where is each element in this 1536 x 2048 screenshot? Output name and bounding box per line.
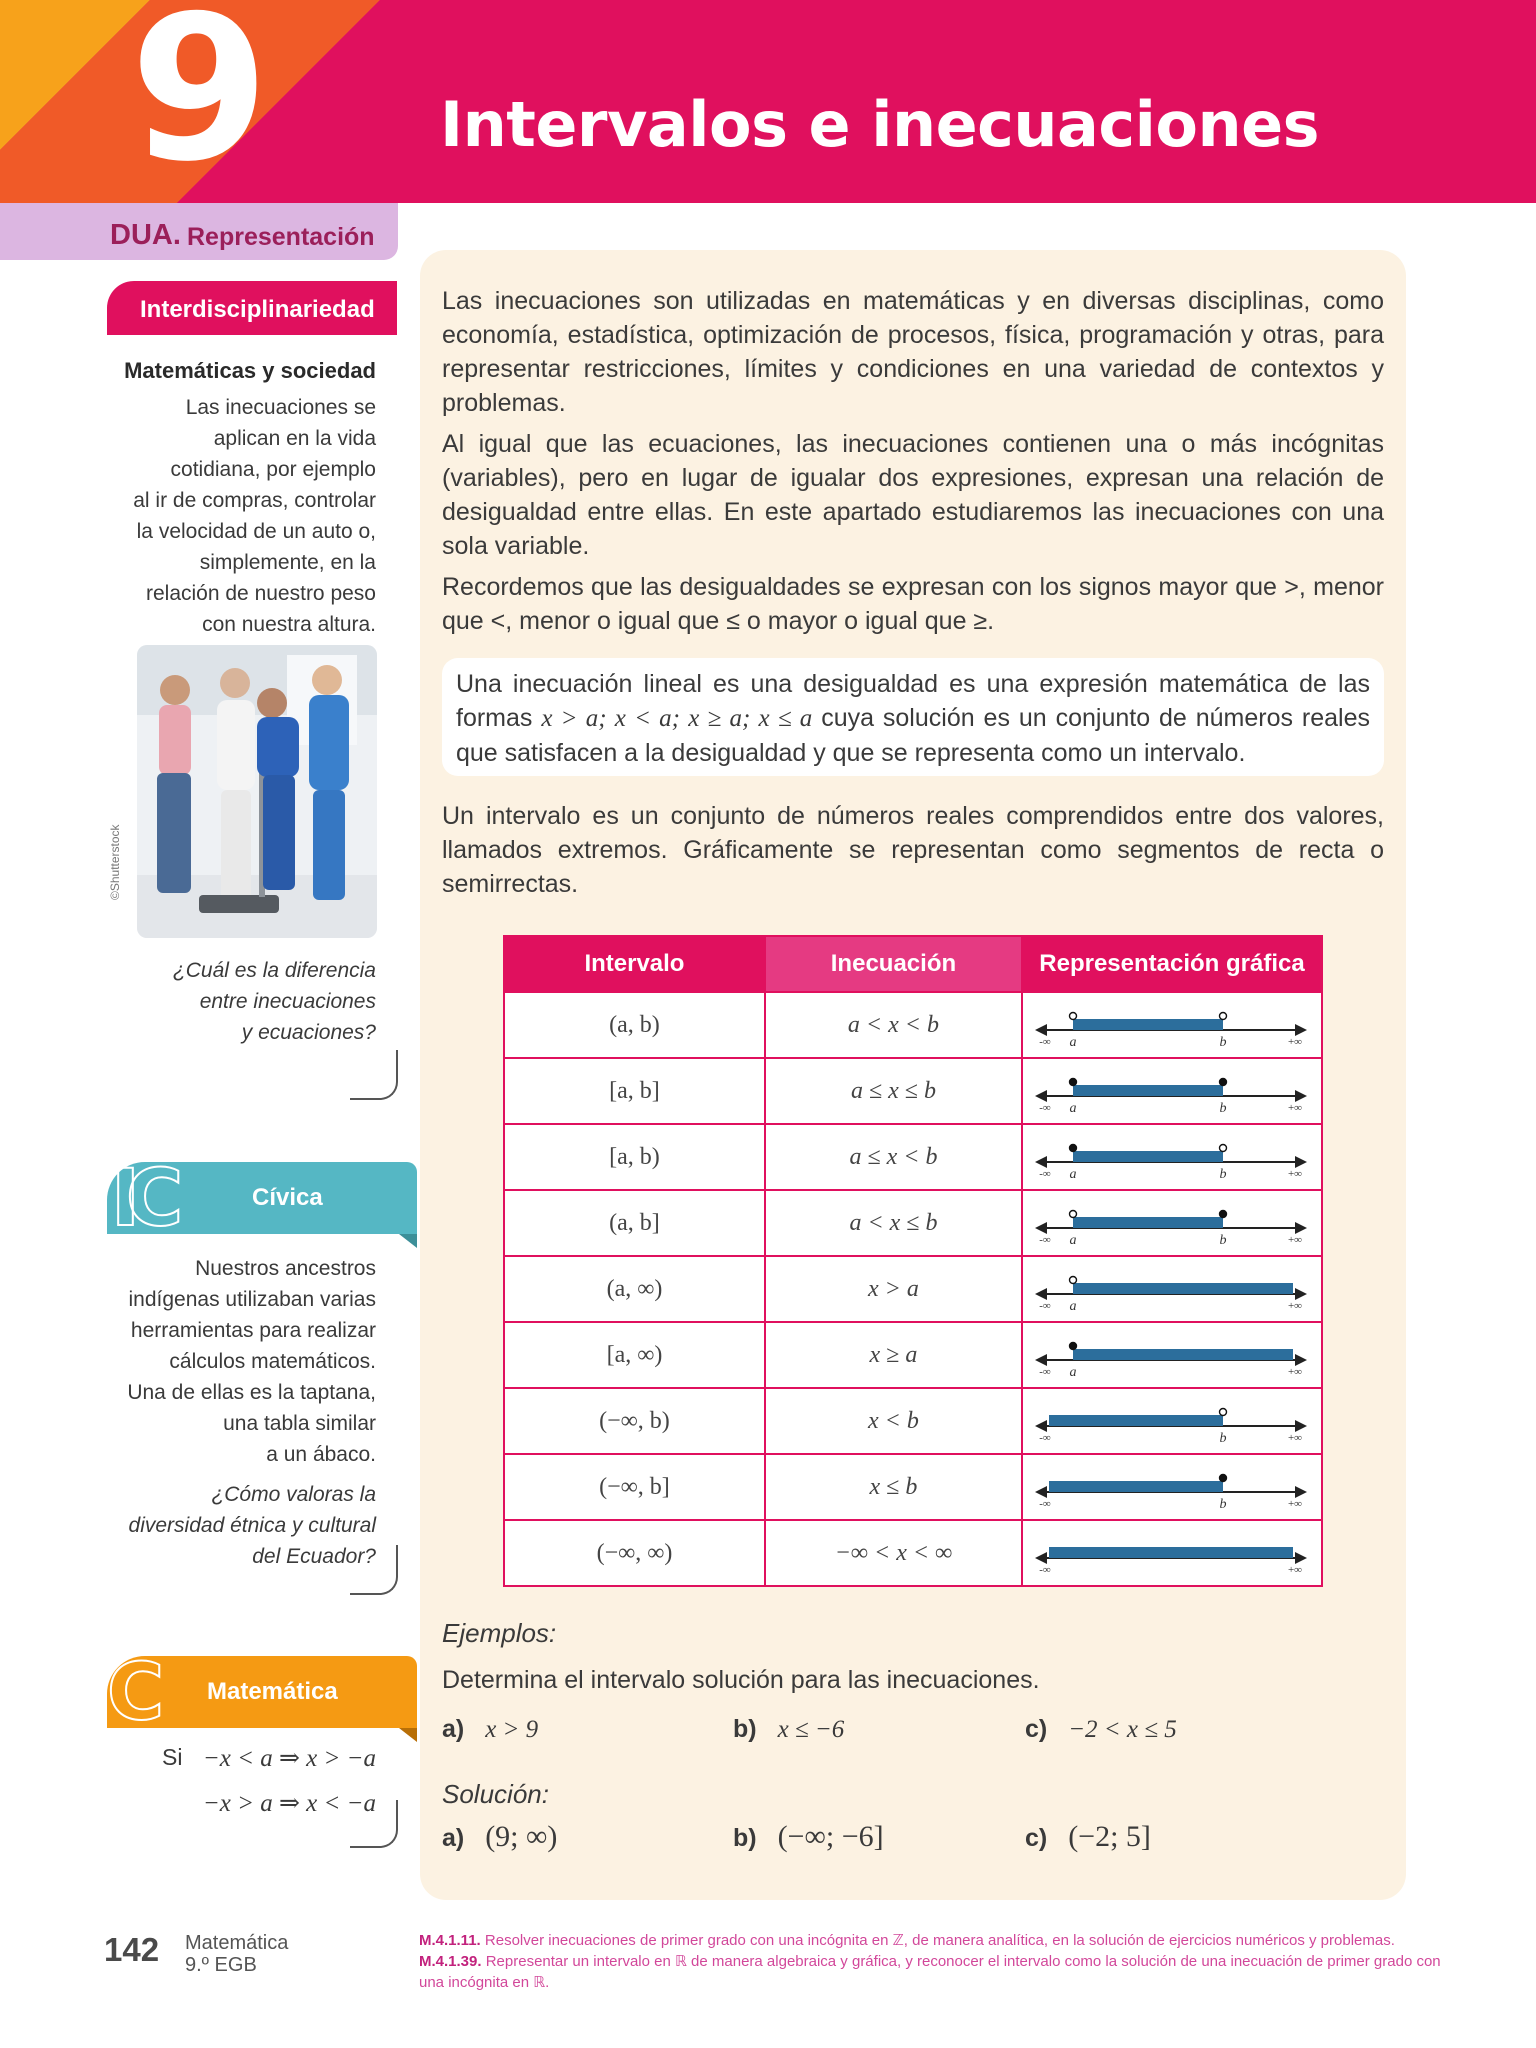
graph-cell <box>1022 1454 1322 1520</box>
text-line: simplemente, en la <box>199 551 376 574</box>
sidebar-heading: Matemáticas y sociedad <box>124 358 376 383</box>
header-representacion: Representación gráfica <box>1022 936 1322 992</box>
interval-segment <box>1049 1547 1293 1558</box>
open-endpoint <box>1220 1145 1227 1152</box>
interval-segment <box>1073 1283 1293 1294</box>
example-c <box>1025 1715 1177 1744</box>
a-label: a <box>1069 1101 1077 1116</box>
example-expr: −2 < x ≤ 5 <box>1068 1716 1177 1743</box>
text-line: aplican en la vida <box>213 427 376 450</box>
right-arrow-icon <box>1295 1486 1307 1498</box>
interval-table <box>503 935 1323 1587</box>
left-arrow-icon <box>1035 1354 1047 1366</box>
example-a <box>442 1715 538 1744</box>
standard-text: Representar un intervalo en ℝ de manera algebraica y gráfica, y reconocer el intervalo como la solución de una inecuación de primer grado con una incógnita en ℝ. <box>419 1953 1441 1991</box>
page-subject <box>185 1932 288 1976</box>
solution-label: b) <box>733 1824 757 1852</box>
interval-cell: [a, b] <box>504 1058 765 1124</box>
right-arrow-icon <box>1295 1420 1307 1432</box>
interval-cell: [a, b) <box>504 1124 765 1190</box>
pos-infinity-label: +∞ <box>1287 1036 1303 1048</box>
number-line <box>1023 1324 1319 1386</box>
interval-cell: (−∞, b] <box>504 1454 765 1520</box>
a-label: a <box>1069 1167 1077 1182</box>
inequality-cell: a < x ≤ b <box>765 1190 1022 1256</box>
pos-infinity-label: +∞ <box>1287 1432 1303 1444</box>
interval-segment <box>1073 1085 1223 1096</box>
right-arrow-icon <box>1295 1024 1307 1036</box>
inequality-cell: x ≤ b <box>765 1454 1022 1520</box>
interval-segment <box>1049 1415 1223 1426</box>
neg-infinity-label: -∞ <box>1039 1036 1051 1048</box>
rule-prefix: Si <box>162 1744 183 1770</box>
sidebar-bracket <box>350 1050 398 1100</box>
solution-c <box>1025 1820 1151 1854</box>
solution-expr: (−2; 5] <box>1068 1820 1151 1853</box>
left-arrow-icon <box>1035 1090 1047 1102</box>
neg-infinity-label: -∞ <box>1039 1234 1051 1246</box>
text-line: Las inecuaciones se <box>185 396 376 419</box>
solution-label: a) <box>442 1824 465 1852</box>
inequality-cell: x < b <box>765 1388 1022 1454</box>
graph-cell <box>1022 1190 1322 1256</box>
paragraph-intro: Las inecuaciones son utilizadas en matemáticas y en diversas disciplinas, como economía, estadística, optimización de procesos, física, programación y otras, para representar restricciones, límites y condiciones en una variedad de contextos y problemas. <box>442 287 1384 417</box>
solution-a <box>442 1820 557 1854</box>
a-label: a <box>1069 1299 1077 1314</box>
sidebar-inter-question <box>173 955 376 1048</box>
solution-expr: (9; ∞) <box>485 1820 558 1853</box>
table-row <box>504 1388 1322 1454</box>
interval-segment <box>1073 1151 1223 1162</box>
a-label: a <box>1069 1233 1077 1248</box>
open-endpoint <box>1070 1211 1077 1218</box>
subject-name: Matemática <box>185 1932 289 1954</box>
left-arrow-icon <box>1035 1288 1047 1300</box>
question-line: y ecuaciones? <box>241 1021 376 1044</box>
interdisciplinariedad-tag: Interdisciplinariedad <box>107 281 397 335</box>
page-number: 142 <box>104 1931 160 1968</box>
text-line: indígenas utilizaban varias <box>128 1288 376 1311</box>
examples-title: Ejemplos: <box>442 1618 557 1648</box>
page-title: Intervalos e inecuaciones <box>440 88 1320 161</box>
open-endpoint <box>1070 1277 1077 1284</box>
left-arrow-icon <box>1035 1024 1047 1036</box>
matematica-label: Matemática <box>207 1678 338 1705</box>
number-line <box>1023 1060 1319 1122</box>
definition-text-a: Una inecuación lineal es una desigualdad es una expresión matemática de las formas <box>456 670 1370 732</box>
sidebar-bracket <box>350 1800 398 1848</box>
pos-infinity-label: +∞ <box>1287 1300 1303 1312</box>
neg-infinity-label: -∞ <box>1039 1432 1051 1444</box>
text-line: con nuestra altura. <box>202 613 376 636</box>
sidebar-inter-text <box>133 392 376 640</box>
b-label: b <box>1219 1101 1227 1116</box>
dua-representacion: Representación <box>187 223 375 251</box>
closed-endpoint <box>1070 1343 1077 1350</box>
b-label: b <box>1219 1167 1227 1182</box>
a-label: a <box>1069 1035 1077 1050</box>
graph-cell <box>1022 992 1322 1058</box>
inequality-cell: a < x < b <box>765 992 1022 1058</box>
left-arrow-icon <box>1035 1420 1047 1432</box>
question-line: del Ecuador? <box>252 1545 376 1568</box>
table-row <box>504 992 1322 1058</box>
solution-expr: (−∞; −6] <box>777 1820 884 1853</box>
number-line <box>1023 1192 1319 1254</box>
text-line: al ir de compras, controlar <box>133 489 376 512</box>
standard-code: M.4.1.11. <box>419 1932 481 1949</box>
open-endpoint <box>1070 1013 1077 1020</box>
definition-text-b: cuya solución es un conjunto de números reales que satisfacen a la desigualdad y que se representa como un intervalo. <box>456 704 1371 767</box>
text-line: a un ábaco. <box>266 1443 376 1466</box>
standard-code: M.4.1.39. <box>419 1953 482 1970</box>
question-line: ¿Cómo valoras la <box>211 1483 376 1506</box>
interval-cell: (−∞, b) <box>504 1388 765 1454</box>
interval-cell: (a, ∞) <box>504 1256 765 1322</box>
number-line <box>1023 1258 1319 1320</box>
header-inecuacion: Inecuación <box>765 936 1022 992</box>
neg-infinity-label: -∞ <box>1039 1300 1051 1312</box>
paragraph-signs: Recordemos que las desigualdades se expresan con los signos mayor que >, menor que <, menor o igual que ≤ o mayor o igual que ≥. <box>442 573 1384 635</box>
sidebar-civica-question <box>129 1479 376 1572</box>
civica-icon: IC <box>111 1154 170 1244</box>
text-line: relación de nuestro peso <box>146 582 376 605</box>
table-row <box>504 1322 1322 1388</box>
right-arrow-icon <box>1295 1288 1307 1300</box>
number-line <box>1023 994 1319 1056</box>
graph-cell <box>1022 1256 1322 1322</box>
pos-infinity-label: +∞ <box>1287 1234 1303 1246</box>
question-line: ¿Cuál es la diferencia <box>172 959 376 982</box>
table-row <box>504 1520 1322 1586</box>
rule-line-1: −x < a ⇒ x > −a <box>202 1745 376 1772</box>
neg-infinity-label: -∞ <box>1039 1366 1051 1378</box>
right-arrow-icon <box>1295 1552 1307 1564</box>
number-line <box>1023 1390 1319 1452</box>
photo-credit: ©Shutterstock <box>108 824 122 900</box>
number-line <box>1023 1522 1319 1584</box>
dua-label: DUA. <box>110 219 181 251</box>
matematica-tab-fold <box>399 1728 417 1742</box>
neg-infinity-label: -∞ <box>1039 1102 1051 1114</box>
question-line: diversidad étnica y cultural <box>128 1514 376 1537</box>
pos-infinity-label: +∞ <box>1287 1498 1303 1510</box>
text-line: cotidiana, por ejemplo <box>170 458 376 481</box>
curriculum-standards <box>419 1930 1469 1993</box>
inequality-cell: a ≤ x < b <box>765 1124 1022 1190</box>
neg-infinity-label: -∞ <box>1039 1168 1051 1180</box>
civica-tab-fold <box>399 1234 417 1248</box>
interval-segment <box>1073 1217 1223 1228</box>
text-line: herramientas para realizar <box>130 1319 376 1342</box>
left-arrow-icon <box>1035 1222 1047 1234</box>
definition-box <box>442 658 1384 776</box>
table-row <box>504 1058 1322 1124</box>
interval-cell: [a, ∞) <box>504 1322 765 1388</box>
open-endpoint <box>1220 1409 1227 1416</box>
text-line: cálculos matemáticos. <box>169 1350 376 1373</box>
left-arrow-icon <box>1035 1156 1047 1168</box>
closed-endpoint <box>1220 1475 1227 1482</box>
inequality-cell: x ≥ a <box>765 1322 1022 1388</box>
b-label: b <box>1219 1431 1227 1446</box>
graph-cell <box>1022 1124 1322 1190</box>
right-arrow-icon <box>1295 1222 1307 1234</box>
table-row <box>504 1256 1322 1322</box>
neg-infinity-label: -∞ <box>1039 1498 1051 1510</box>
graph-cell <box>1022 1058 1322 1124</box>
b-label: b <box>1219 1233 1227 1248</box>
pos-infinity-label: +∞ <box>1287 1168 1303 1180</box>
graph-cell <box>1022 1520 1322 1586</box>
matematica-tag <box>107 1648 417 1738</box>
inequality-cell: a ≤ x ≤ b <box>765 1058 1022 1124</box>
example-label: c) <box>1025 1715 1048 1743</box>
inequality-cell: −∞ < x < ∞ <box>765 1520 1022 1586</box>
example-expr: x > 9 <box>485 1716 539 1743</box>
closed-endpoint <box>1070 1145 1077 1152</box>
rule-line-2: −x > a ⇒ x < −a <box>202 1790 376 1817</box>
civica-label: Cívica <box>252 1184 323 1211</box>
right-arrow-icon <box>1295 1090 1307 1102</box>
interval-cell: (a, b) <box>504 992 765 1058</box>
interval-cell: (−∞, ∞) <box>504 1520 765 1586</box>
text-line: una tabla similar <box>223 1412 376 1435</box>
closed-endpoint <box>1220 1079 1227 1086</box>
solution-title: Solución: <box>442 1779 549 1809</box>
definition-forms: x > a; x < a; x ≥ a; x ≤ a <box>541 705 813 732</box>
graph-cell <box>1022 1388 1322 1454</box>
paragraph-variables: Al igual que las ecuaciones, las inecuaciones contienen una o más incógnitas (variables), pero en lugar de igualar dos expresiones, expresan una relación de desigualdad entre ellas. En este apartado estudiaremos las inecuaciones con una sola variable. <box>442 430 1384 560</box>
interval-segment <box>1073 1349 1293 1360</box>
pos-infinity-label: +∞ <box>1287 1366 1303 1378</box>
text-line: la velocidad de un auto o, <box>136 520 376 543</box>
right-arrow-icon <box>1295 1156 1307 1168</box>
table-row <box>504 1454 1322 1520</box>
clinic-photo <box>137 645 377 938</box>
number-line <box>1023 1456 1319 1518</box>
example-label: a) <box>442 1715 465 1743</box>
left-arrow-icon <box>1035 1552 1047 1564</box>
text-line: Una de ellas es la taptana, <box>127 1381 376 1404</box>
standard-text: Resolver inecuaciones de primer grado con una incógnita en ℤ, de manera analítica, en la solución de ejercicios numéricos y problemas. <box>484 1932 1395 1949</box>
interval-segment <box>1073 1019 1223 1030</box>
a-label: a <box>1069 1365 1077 1380</box>
closed-endpoint <box>1220 1211 1227 1218</box>
number-line <box>1023 1126 1319 1188</box>
open-endpoint <box>1220 1013 1227 1020</box>
interval-segment <box>1049 1481 1223 1492</box>
grade-name: 9.º EGB <box>185 1954 257 1976</box>
neg-infinity-label: -∞ <box>1039 1564 1051 1576</box>
b-label: b <box>1219 1035 1227 1050</box>
civica-tag <box>107 1154 417 1244</box>
example-expr: x ≤ −6 <box>777 1716 845 1743</box>
examples-prompt: Determina el intervalo solución para las inecuaciones. <box>442 1666 1040 1694</box>
header-intervalo: Intervalo <box>504 936 765 992</box>
text-line: Nuestros ancestros <box>195 1257 376 1280</box>
dua-banner <box>0 203 398 260</box>
left-arrow-icon <box>1035 1486 1047 1498</box>
b-label: b <box>1219 1497 1227 1512</box>
table-header-row <box>504 936 1322 992</box>
solution-label: c) <box>1025 1824 1048 1852</box>
right-arrow-icon <box>1295 1354 1307 1366</box>
closed-endpoint <box>1070 1079 1077 1086</box>
example-b <box>733 1715 844 1744</box>
sidebar-bracket <box>350 1545 398 1595</box>
paragraph-interval: Un intervalo es un conjunto de números reales comprendidos entre dos valores, llamados extremos. Gráficamente se representan como segmentos de recta o semirrectas. <box>442 802 1384 898</box>
chapter-number: 9 <box>130 0 266 203</box>
solution-b <box>733 1820 884 1854</box>
chapter-header <box>0 0 1536 203</box>
table-row <box>504 1190 1322 1256</box>
matematica-icon: C <box>107 1648 165 1738</box>
example-label: b) <box>733 1715 757 1743</box>
pos-infinity-label: +∞ <box>1287 1102 1303 1114</box>
graph-cell <box>1022 1322 1322 1388</box>
pos-infinity-label: +∞ <box>1287 1564 1303 1576</box>
question-line: entre inecuaciones <box>199 990 376 1013</box>
sidebar-civica-text <box>127 1253 376 1470</box>
table-row <box>504 1124 1322 1190</box>
interval-cell: (a, b] <box>504 1190 765 1256</box>
inequality-cell: x > a <box>765 1256 1022 1322</box>
